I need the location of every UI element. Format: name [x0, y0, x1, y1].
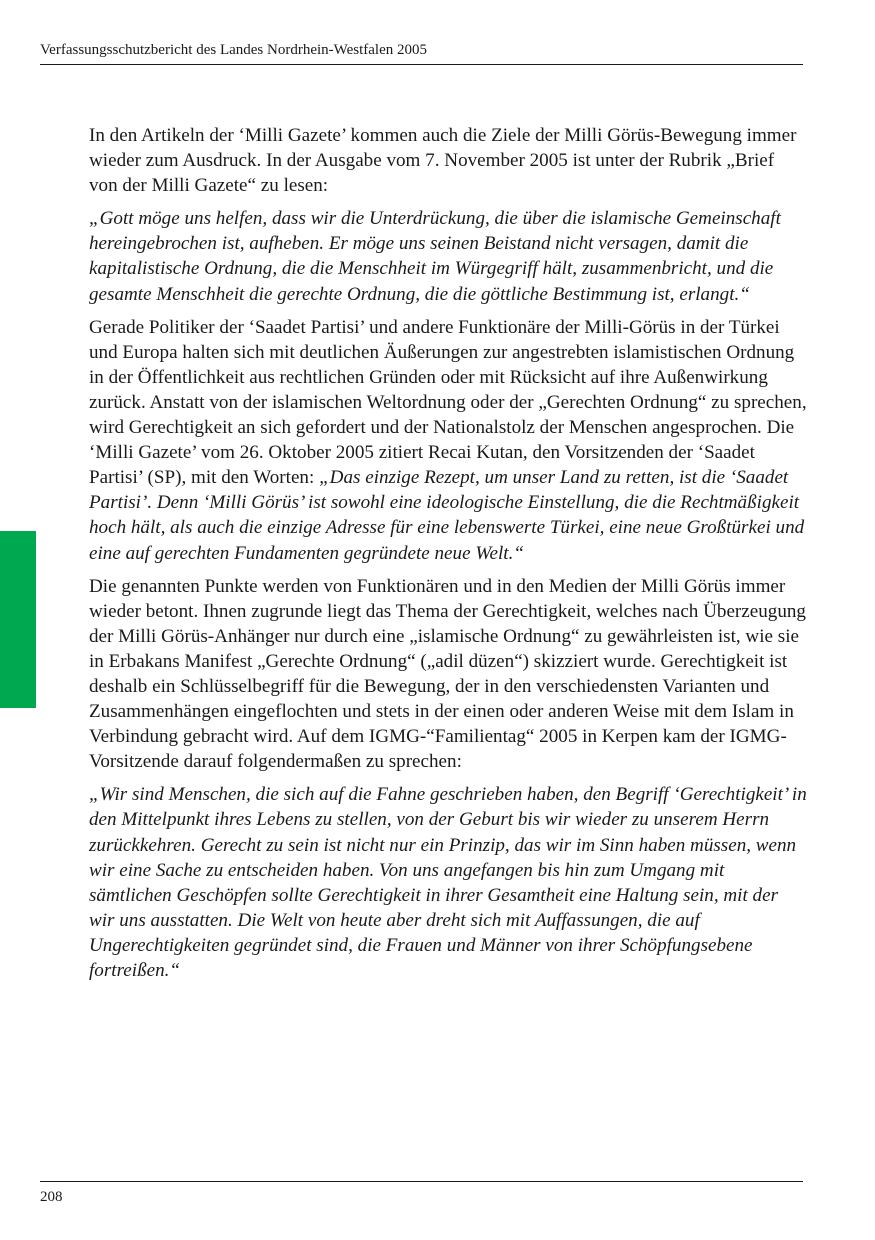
quote-igmg-chairman: „Wir sind Menschen, die sich auf die Fahne geschrieben haben, den Begriff ‘Gerechtigkeit’ in den Mittelpunkt ihres Lebens zu stellen, von der Geburt bis wir wieder zu unserem Herrn zurückkehren. Gerecht zu sein ist nicht nur ein Prinzip, das wir im Sinn haben müssen, wenn wir eine Sache zu entscheiden haben. Von uns angefangen bis hin zum Umgang mit sämtlichen Geschöpfen sollte Gerechtigkeit in ihrer Gesamtheit eine Haltung sein, mit der wir uns ausstatten. Die Welt von heute aber dreht sich mit Auffassungen, die auf Ungerechtigkeiten gegründet sind, die Frauen und Männer von ihrer Schöpfungsebene fortreißen.“: [89, 784, 807, 981]
paragraph-politicians: [89, 315, 807, 566]
running-header: Verfassungsschutzbericht des Landes Nordrhein-Westfalen 2005: [40, 42, 428, 58]
quote-milli-gazete: „Gott möge uns helfen, dass wir die Unterdrückung, die über die islamische Gemeinschaft hereingebrochen ist, aufheben. Er möge uns seinen Beistand nicht versagen, damit die kapitalistische Ordnung, die die Menschheit im Würgegriff hält, zusammenbricht, und die gesamte Menschheit die gerechte Ordnung, die die göttliche Bestimmung ist, erlangt.“: [89, 208, 781, 305]
quote-kutan: „Das einzige Rezept, um unser Land zu retten, ist die ‘Saadet Partisi’. Denn ‘Milli Görüs’ ist sowohl eine ideologische Einstellung, die die Rechtmäßigkeit hoch hält, als auch die einzige Adresse für eine lebenswerte Türkei, eine neue Großtürkei und eine auf gerechten Fundamenten gegründete neue Welt.“: [89, 467, 805, 564]
footer-rule: [40, 1181, 803, 1182]
paragraph-justice: Die genannten Punkte werden von Funktionären und in den Medien der Milli Görüs immer wieder betont. Ihnen zugrunde liegt das Thema der Gerechtigkeit, welches nach Überzeugung der Milli Görüs-Anhänger nur durch eine „islamische Ordnung“ zu gewährleisten ist, wie sie in Erbakans Manifest „Gerechte Ordnung“ („adil düzen“) skizziert wurde. Gerechtigkeit ist deshalb ein Schlüsselbegriff für die Bewegung, der in den verschiedensten Varianten und Zusammenhängen eingeflochten und stets in der einen oder anderen Weise mit dem Islam in Verbindung gebracht wird. Auf dem IGMG-“Familientag“ 2005 in Kerpen kam der IGMG-Vorsitzende darauf folgendermaßen zu sprechen:: [89, 575, 806, 773]
main-content: [89, 123, 807, 991]
paragraph-intro: In den Artikeln der ‘Milli Gazete’ kommen auch die Ziele der Milli Görüs-Bewegung immer wieder zum Ausdruck. In der Ausgabe vom 7. November 2005 ist unter der Rubrik „Brief von der Milli Gazete“ zu lesen:: [89, 125, 797, 197]
page-number: 208: [40, 1189, 63, 1205]
chapter-color-tab: [0, 531, 36, 708]
paragraph-politicians-text: Gerade Politiker der ‘Saadet Partisi’ und andere Funktionäre der Milli-Görüs in der Türkei und Europa halten sich mit deutlichen Äußerungen zur angestrebten islamistischen Ordnung in der Öffentlichkeit aus rechtlichen Gründen oder mit Rücksicht auf ihre Außenwirkung zurück. Anstatt von der islamischen Weltordnung oder der „Gerechten Ordnung“ zu sprechen, wird Gerechtigkeit an sich gefordert und der Nationalstolz der Menschen angesprochen. Die ‘Milli Gazete’ vom 26. Oktober 2005 zitiert Recai Kutan, den Vorsitzenden der ‘Saadet Partisi’ (SP), mit den Worten:: [89, 316, 807, 489]
header-rule: [40, 64, 803, 65]
